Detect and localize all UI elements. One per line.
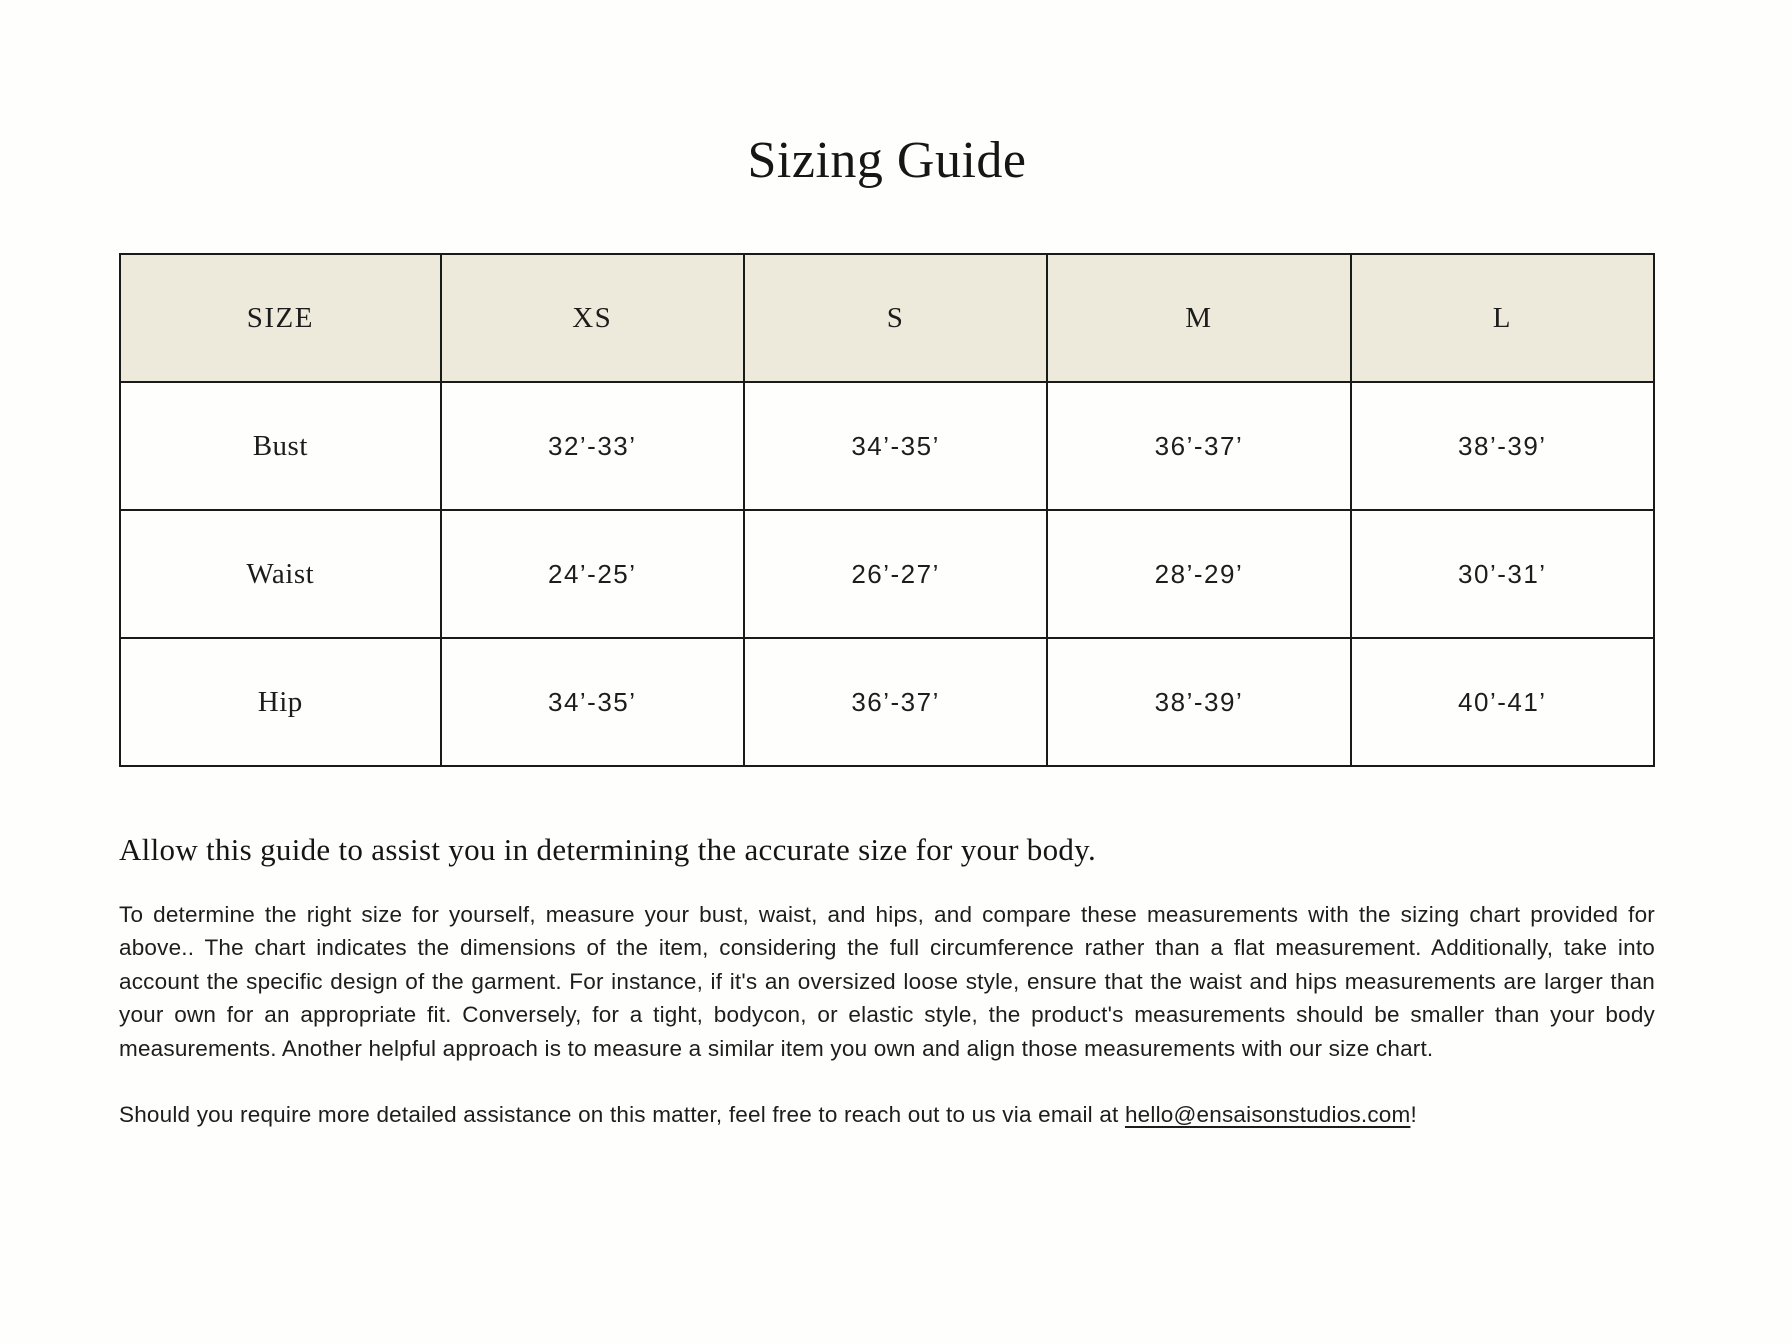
contact-suffix: !: [1410, 1102, 1417, 1128]
contact-prefix: Should you require more detailed assistance on this matter, feel free to reach out to us via email at: [119, 1102, 1125, 1128]
hip-l-value: 40’-41’: [1351, 638, 1654, 766]
waist-l-value: 30’-31’: [1351, 510, 1654, 638]
hip-xs-value: 34’-35’: [441, 638, 744, 766]
email-link[interactable]: hello@ensaisonstudios.com: [1124, 1102, 1411, 1128]
bust-s-value: 34’-35’: [744, 382, 1047, 510]
table-row-waist: [120, 510, 1654, 638]
header-m: M: [1047, 254, 1350, 382]
row-label-waist: Waist: [120, 510, 441, 638]
page-title: Sizing Guide: [747, 132, 1027, 189]
hip-m-value: 38’-39’: [1047, 638, 1350, 766]
table-header-row: [120, 254, 1654, 382]
waist-s-value: 26’-27’: [744, 510, 1047, 638]
bust-m-value: 36’-37’: [1047, 382, 1350, 510]
contact-text: [119, 1098, 1655, 1132]
content-area: [119, 0, 1655, 1132]
row-label-hip: Hip: [120, 638, 441, 766]
header-size: SIZE: [120, 254, 441, 382]
bust-xs-value: 32’-33’: [441, 382, 744, 510]
row-label-bust: Bust: [120, 382, 441, 510]
header-l: L: [1351, 254, 1654, 382]
waist-m-value: 28’-29’: [1047, 510, 1350, 638]
hip-s-value: 36’-37’: [744, 638, 1047, 766]
intro-text: Allow this guide to assist you in determining the accurate size for your body.: [119, 832, 1097, 868]
header-xs: XS: [441, 254, 744, 382]
table-row-bust: [120, 382, 1654, 510]
header-s: S: [744, 254, 1047, 382]
waist-xs-value: 24’-25’: [441, 510, 744, 638]
table-row-hip: [120, 638, 1654, 766]
bust-l-value: 38’-39’: [1351, 382, 1654, 510]
body-paragraph: To determine the right size for yourself, measure your bust, waist, and hips, and compare these measurements with the sizing chart provided for above.. The chart indicates the dimensions of the item, considering the full circumference rather than a flat measurement. Additionally, take into account the specific design of the garment. For instance, if it's an oversized loose style, ensure that the waist and hips measurements are larger than your own for an appropriate fit. Conversely, for a tight, bodycon, or elastic style, the product's measurements should be smaller than your body measurements. Another helpful approach is to measure a similar item you own and align those measurements with our size chart.: [119, 901, 1655, 1061]
sizing-table: [119, 253, 1655, 767]
